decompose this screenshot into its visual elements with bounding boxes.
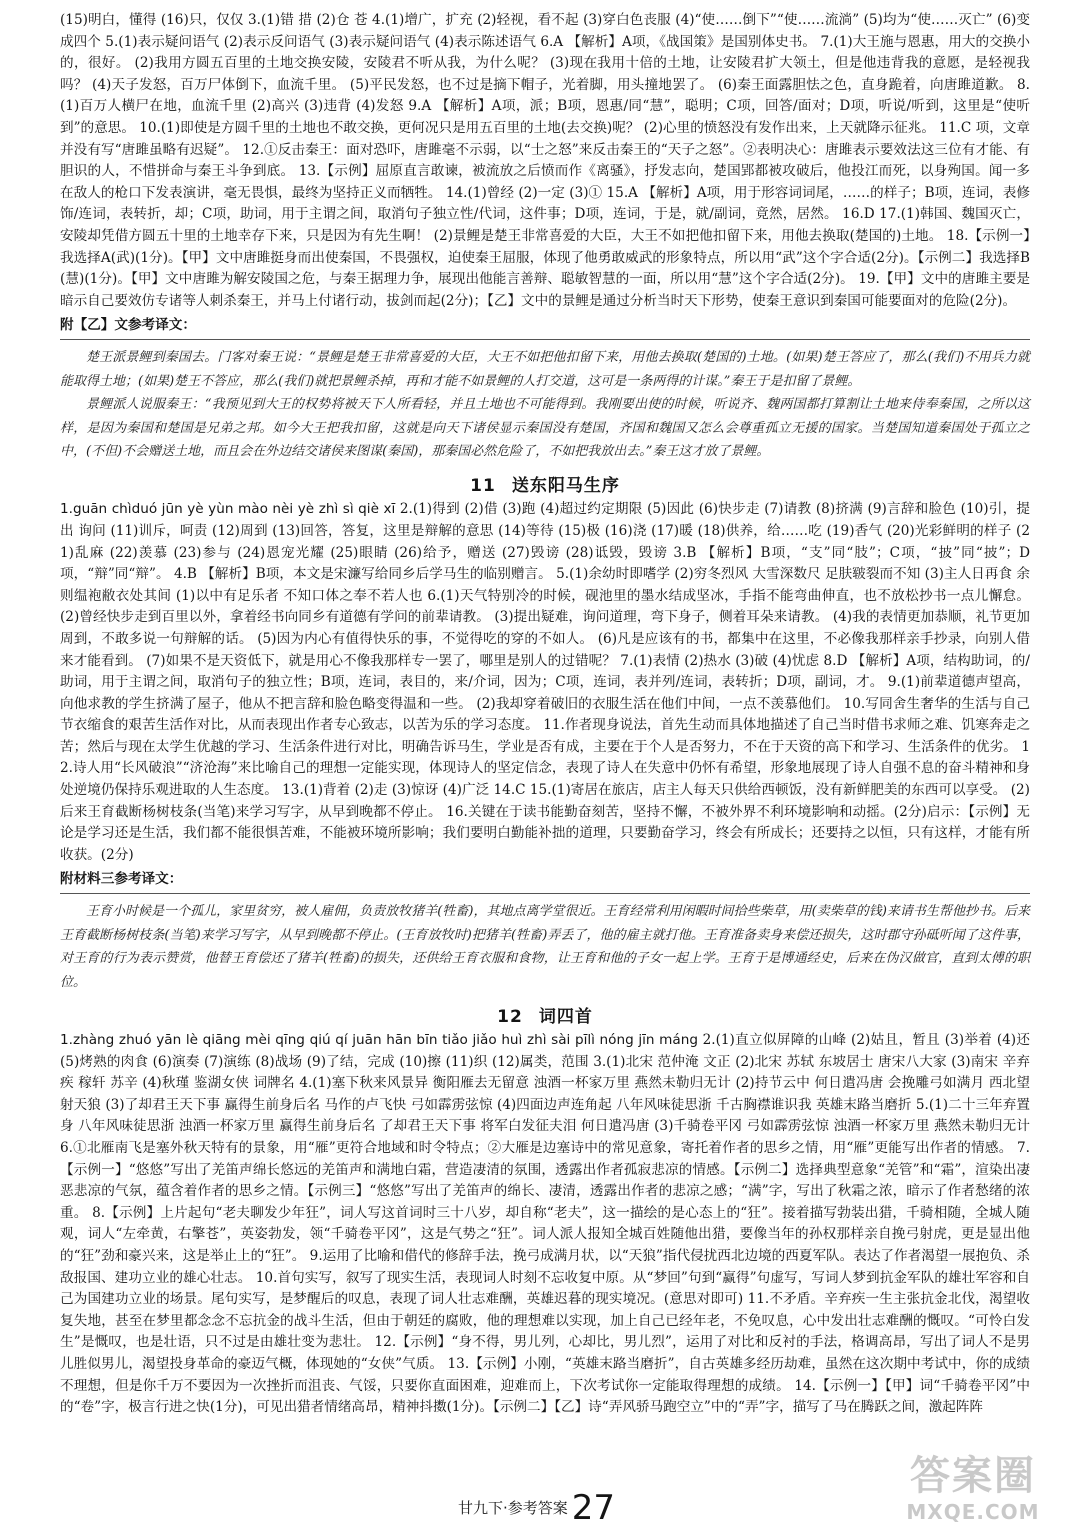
section-title-12 (60, 1002, 1030, 1027)
watermark-url: MXQE.COM (906, 1500, 1040, 1524)
answer-text: 2.(1)得到 (2)借 (3)跑 (4)超过约定期限 (5)因此 (6)快步走 (7)请教 (8)挤满 (9)言辞和脸色 (10)引，提出 询问 (11)训斥，呵责 (12)周到 (13)回答，答复，这里是辩解的意思 (14)等待 (15)极 (16)浇 (17)暖 (18)供养，给……吃 (19)香气 (20)光彩鲜明的样子 (21)乱麻 (22)羡慕 (23)参与 (24)恩宠光耀 (25)眼睛 (26)给予，赠送 (27)毁谤 (28)诋毁，毁谤 3.B 【解析】B项，“支”同“肢”；C项，“披”同“披”；D项，“辩”同“辩”。 4.B 【解析】B项，本文是宋濂写给同乡后学马生的临别赠言。 5.(1)余幼时即嗜学 (2)穷冬烈风 大雪深数尺 足肤皲裂而不知 (3)主人日再食 余则缊袍敝衣处其间 (1)以中有足乐者 不知口体之奉不若人也 6.(1)天气特别冷的时候，砚池里的墨水结成坚冰，手指不能弯曲伸直，也不放松抄书一点儿懈怠。 (2)曾经快步走到百里以外，拿着经书向同乡有道德有学问的前辈请教。 (3)提出疑难，询问道理，弯下身子，侧着耳朵来请教。 (4)我的表情更加恭顺，礼节更加周到，不敢多说一句辩解的话。 (5)因为内心有值得快乐的事，不觉得吃的穿的不如人。 (6)凡是应该有的书，都集中在这里，不必像我那样亲手抄录，向别人借来才能看到。 (7)如果不是天资低下，就是用心不像我那样专一罢了，哪里是别人的过错呢？ 7.(1)表情 (2)热水 (3)破 (4)忧虑 8.D 【解析】A项，结构助词，的/助词，用于主谓之间，取消句子的独立性；B项，连词，表目的，来/介词，因为；C项，连词，表并列/连词，表转折；D项，副词，才。 9.(1)前辈道德声望高，向他求教的学生挤满了屋子，他从不把言辞和脸色略变得温和一些。 (2)我却穿着破旧的衣服生活在他们中间，一点不羡慕他们。 10.写同舍生奢华的生活与自己节衣缩食的艰苦生活作对比，从而表现出作者专心致志，以苦为乐的学习态度。 11.作者现身说法，首先生动而具体地描述了自己当时借书求师之难、饥寒奔走之苦；然后与现在太学生优越的学习、生活条件进行对比，明确告诉马生，学业是否有成，主要在于个人是否努力，不在于天资的高下和学习、生活条件的优劣。 12.诗人用“长风破浪”“济沧海”来比喻自己的理想一定能实现，体现诗人的坚定信念，表现了诗人在失意中仍怀有希望，形象地展现了诗人自强不息的奋斗精神和身处逆境仍保持乐观进取的人生态度。 13.(1)背着 (2)走 (3)惊讶 (4)广泛 14.C 15.(1)寄居在旅店，店主人每天只供给西顿饭，没有新鲜肥美的东西可以享受。 (2)后来王育截断杨树枝条(当笔)来学习写字，从早到晚都不停止。 16.关键在于读书能勤奋刻苦，坚持不懈，不被外界不利环境影响和动摇。(2分)启示：【示例】无论是学习还是生活，我们都不能很惧苦难，不能被环境所影响；我们要明白勤能补拙的道理，只要勤奋学习，终会有所成长；还要持之以恒，只有这样，才能有所收获。(2分) (60, 501, 1031, 863)
section-title-text: 词四首 (538, 1007, 593, 1028)
answer-text-lesson-11 (60, 499, 1030, 866)
answer-text: 2.(1)直立似屏障的山峰 (2)姑且，暂且 (3)举着 (4)还 (5)烤熟的肉食 (6)演奏 (7)演练 (8)战场 (9)了结，完成 (10)擦 (11)织 (12)属类，范围 3.(1)北宋 范仲淹 文正 (2)北宋 苏轼 东坡居士 唐宋八大家 (3)南宋 辛弃疾 稼轩 苏辛 (4)秋瑾 鉴湖女侠 词牌名 4.(1)塞下秋来风景异 衡阳雁去无留意 浊酒一杯家万里 燕然未勒归无计 (2)持节云中 何日遣冯唐 会挽雕弓如满月 西北望 射天狼 (3)了却君王天下事 赢得生前身后名 马作的卢飞快 弓如霹雳弦惊 (4)四面边声连角起 八年风味徒思浙 千古胸襟谁识我 英雄末路当磨折 5.(1)二十三年弃置身 八年风味徒思浙 浊酒一杯家万里 赢得生前身后名 了却君王天下事 将军白发征夫泪 何日遣冯唐 (3)千骑卷平冈 弓如霹雳弦惊 浊酒一杯家万里 燕然未勒归无计 6.①北雁南飞是塞外秋天特有的景象，用“雁”更符合地域和时令特点；②大雁是边塞诗中的常见意象，寄托着作者的思乡之情，用“雁”更能写出作者的情感。 7.【示例一】“悠悠”写出了羌笛声绵长悠远的羌笛声和满地白霜，营造凄清的氛围，透露出作者孤寂悲凉的情感。【示例二】选择典型意象“羌管”和“霜”，渲染出凄恶悲凉的气氛，蕴含着作者的思乡之情。【示例三】“悠悠”写出了羌笛声的绵长、凄清，透露出作者的悲凉之感；“满”字，写出了秋霜之浓，暗示了作者愁绪的浓重。 8.【示例】上片起句“老夫聊发少年狂”，词人写这首词时三十八岁，却自称“老夫”，这一描绘的是心态上的“狂”。接着描写勃装出猎，千骑相随，全城人随观，词人“左牵黄，右擎苍”，英姿勃发，领“千骑卷平冈”，这是气势之“狂”。词人派人报知全城百姓随他出猎，要像当年的孙权那样亲自挽弓射虎，更是显出他的“狂”劲和豪兴来，这是举止上的“狂”。 9.运用了比喻和借代的修辞手法，挽弓成满月状，以“天狼”指代侵扰西北边境的西夏军队。表达了作者渴望一展抱负、杀敌报国、建功立业的雄心壮志。 10.首句实写，叙写了现实生活，表现词人时刻不忘收复中原。从“梦回”句到“赢得”句虚写，写词人梦到抗金军队的雄壮军容和自己为国建功立业的场景。尾句实写，是梦醒后的叹息，表现了词人壮志难酬，英雄迟暮的现实境况。(意思对即可) 11.不矛盾。辛弃疾一生主张抗金北伐，渴望收复失地，甚至在梦里都念念不忘抗金的战斗生活，但由于朝廷的腐败，他的理想难以实现，加上自己已经年老，不免叹息，心中发出壮志难酬的慨叹。“可怜白发生”是慨叹，也是壮语，只不过是由雄壮变为悲壮。 12.【示例】“身不得，男儿列，心却比，男儿烈”，运用了对比和反衬的手法，格调高昂，写出了词人不是男儿胜似男儿，渴望投身革命的豪迈气概，体现她的“女侠”气质。 13.【示例】小刚，“英雄末路当磨折”，自古英雄多经历劫难，虽然在这次期中考试中，你的成绩不理想，但是你千万不要因为一次挫折而沮丧、气馁，只要你直面困难，迎难而上，下次考试你一定能取得理想的成绩。 14.【示例一】【甲】词“千骑卷平冈”中的“卷”字，极言行进之快(1分)，可见出猎者情绪高昂，精神抖擞(1分)。【示例二】【乙】诗“弄风骄马跑空立”中的“弄”字，描写了马在腾跃之间，激起阵阵 (60, 1032, 1030, 1416)
section-title-11 (60, 471, 1030, 496)
appendix-label-1: 附【乙】文参考译文： (60, 317, 196, 334)
section-number: 11 (470, 476, 496, 497)
page-number: 27 (571, 1488, 616, 1528)
section-title-text: 送东阳马生序 (511, 476, 620, 497)
answer-text-lesson-10: (15)明白，懂得 (16)只，仅仅 3.(1)错 措 (2)仓 苍 4.(1)增广，扩充 (2)轻视，看不起 (3)穿白色丧服 (4)“使……倒下”“使……流淌” (5)均为“使……灭亡” (6)变成四个 5.(1)表示疑问语气 (2)表示反问语气 (3)表示疑问语气 (4)表示陈述语气 6.A 【解析】A项，《战国策》是国别体史书。 7.(1)大王施与恩惠，用大的交换小的，很好。 (2)我用方圆五百里的土地交换安陵，安陵君不听从我，为什么呢？ (3)现在我用十倍的土地，让安陵君扩大领土，但是他违背我的意愿，是轻视我吗？ (4)天子发怒，百万尸体倒下，血流千里。 (5)平民发怒，也不过是摘下帽子，光着脚，用头撞地罢了。 (6)秦王面露胆怯之色，直身跪着，向唐雎道歉。 8.(1)百万人横尸在地，血流千里 (2)高兴 (3)违背 (4)发怒 9.A 【解析】A项，派；B项，恩惠/同“慧”，聪明；C项，回答/面对；D项，听说/听到，这里是“使听到”的意思。 10.(1)即使是方圆千里的土地也不敢交换，更何况只是用五百里的土地(去交换)呢？ (2)心里的愤怒没有发作出来，上天就降示征兆。 11.C 项，文章并没有写“唐雎虽略有迟疑”。 12.①反击秦王：面对恐吓，唐雎毫不示弱，以“士之怒”来反击秦王的“天子之怒”。②表明决心：唐雎表示要效法这三位有才能、有胆识的人，不惜拼命与秦王斗争到底。 13.【示例】屈原直言敢谏，被流放之后愤而作《离骚》，抒发志向，楚国郢都被攻破后，他投江而死，以身殉国。闻一多在敌人的枪口下发表演讲，毫无畏惧，最终为坚持正义而牺牲。 14.(1)曾经 (2)一定 (3)① 15.A 【解析】A项，用于形容词词尾，……的样子；B项，连词，表修饰/连词，表转折，却；C项，助词，用于主谓之间，取消句子独立性/代词，这件事；D项，连词，于是，就/副词，竟然，居然。 16.D 17.(1)韩国、魏国灭亡，安陵却凭借方圆五十里的土地幸存下来，只是因为有先生啊！ (2)景鲤是楚王非常喜爱的大臣，大王不如把他扣留下来，用他去换取(楚国的)土地。 18.【示例一】我选择A(武)(1分)。【甲】文中唐雎挺身而出使秦国，不畏强权，迫使秦王屈服，体现了他勇敢威武的形象特点，所以用“武”这个字合适(2分)。【示例二】我选择B(慧)(1分)。【甲】文中唐雎为解安陵国之危，与秦王据理力争，展现出他能言善辩、聪敏智慧的一面，所以用“慧”这个字合适(2分)。 19.【甲】文中的唐雎主要是暗示自己要效仿专诸等人刺杀秦王，并马上付诸行动，拔剑而起(2分)；【乙】文中的景鲤是通过分析当时天下形势，使秦王意识到秦国可能要面对的危险(2分)。 (60, 12, 1030, 309)
translation-box-2 (60, 893, 1030, 994)
footer-label: 甘九下·参考答案 (457, 1499, 568, 1517)
watermark-logo (888, 1452, 1058, 1532)
pinyin-answers: 1.zhàng zhuó yān lè qiāng mèi qīng qiú qí juān hān bīn tiǎo jiǎo huì zhì sài pīlì nóng jīn máng (60, 1032, 698, 1049)
section-number: 12 (497, 1007, 523, 1028)
pinyin-answers: 1.guān chìduó jūn yè yùn mào nèi yè zhì sì qiè xī (60, 501, 396, 518)
translation-paragraph: 景鲤派人说服秦王：“我预见到大王的权势将被天下人所看轻，并且土地也不可能得到。我刚要出使的时候，听说齐、魏两国都打算割让土地来侍奉秦国，之所以这样，是因为秦国和楚国是兄弟之邦。如今大王把我扣留，这就是向天下诸侯显示秦国没有楚国，齐国和魏国又怎么会尊重孤立无援的国家。当楚国知道秦国处于孤立之中，(不但)不会赠送土地，而且会在外边结交诸侯来图谋(秦国)，那秦国必然危险了，不如把我放出去。”秦王这才放了景鲤。 (60, 397, 1030, 459)
translation-paragraph: 楚王派景鲤到秦国去。门客对秦王说：“景鲤是楚王非常喜爱的大臣，大王不如把他扣留下来，用他去换取(楚国的)土地。(如果)楚王答应了，那么(我们)不用兵力就能取得土地；(如果)楚王不答应，那么(我们)就把景鲤杀掉，再和才能不如景鲤的人打交道，这可是一条两得的计谋。”秦王于是扣留了景鲤。 (60, 350, 1030, 389)
appendix-label-2: 附材料三参考译文： (60, 871, 183, 888)
translation-box-1 (60, 339, 1030, 463)
answer-page (60, 10, 1030, 1419)
translation-paragraph: 王育小时候是一个孤儿，家里贫穷，被人雇佣，负责放牧猪羊(牲畜)，其地点离学堂很近。王育经常利用闲暇时间拾些柴草，用(卖柴草的钱)来请书生帮他抄书。后来王育截断杨树枝条(当笔)来学习写字，从早到晚都不停止。(王育放牧时)把猪羊(牲畜)弄丢了，他的雇主就打他。王育准备卖身来偿还损失，这时郡守孙砥听闻了这件事，对王育的行为表示赞赏，他替王育偿还了猪羊(牲畜)的损失，还供给王育衣服和食物，让王育和他的子女一起上学。王育于是博通经史，后来在伪汉做官，直到太傅的职位。 (60, 904, 1030, 990)
answer-text-lesson-12 (60, 1030, 1030, 1419)
watermark-text: 答案圈 (910, 1453, 1036, 1499)
